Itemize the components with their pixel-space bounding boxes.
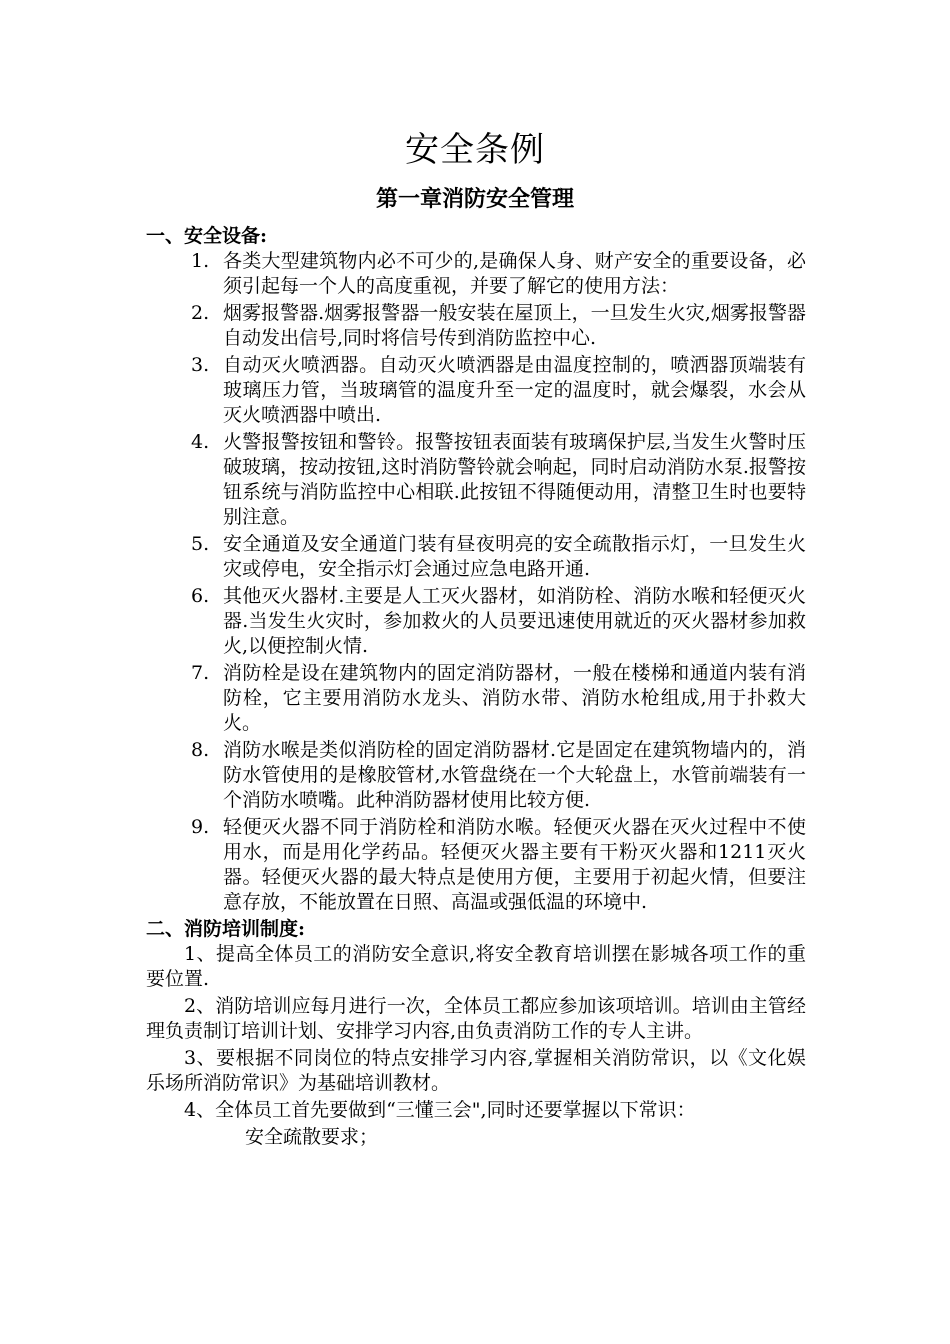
list-item-number: 3. [191, 354, 210, 376]
list-item [146, 301, 806, 351]
list-item [146, 532, 806, 582]
list-item-text: 火警报警按钮和警铃。报警按钮表面装有玻璃保护层,当发生火警时压破玻璃，按动按钮,这时消防警铃就会响起，同时启动消防水泵.报警按钮系统与消防监控中心相联.此按钮不得随便动用，清整卫生时也要特别注意。 [223, 431, 806, 528]
list-item-number: 4. [191, 431, 210, 453]
list-item [146, 430, 806, 530]
list-item [146, 815, 806, 915]
section-heading-equipment: 一、安全设备: [146, 225, 268, 247]
list-item-text: 自动灭火喷洒器。自动灭火喷洒器是由温度控制的，喷洒器顶端装有玻璃压力管，当玻璃管的温度升至一定的温度时，就会爆裂，水会从灭火喷洒器中喷出. [223, 354, 806, 426]
list-item-text: 其他灭火器材.主要是人工灭火器材，如消防栓、消防水喉和轻便灭火器.当发生火灾时，参加救火的人员要迅速使用就近的灭火器材参加救火,以便控制火情. [223, 585, 806, 657]
list-item [146, 661, 806, 736]
list-item-number: 2. [191, 302, 210, 324]
list-item [146, 738, 806, 813]
list-item [146, 353, 806, 428]
training-paragraph: 2、消防培训应每月进行一次，全体员工都应参加该项培训。培训由主管经理负责制订培训计划、安排学习内容,由负责消防工作的专人主讲。 [146, 995, 806, 1042]
list-item-number: 1. [191, 250, 210, 272]
list-item [146, 249, 806, 299]
training-paragraph: 4、全体员工首先要做到“三懂三会",同时还要掌握以下常识： [184, 1099, 696, 1121]
list-item-number: 5. [191, 533, 210, 555]
training-paragraph: 3、要根据不同岗位的特点安排学习内容,掌握相关消防常识，以《文化娱乐场所消防常识》为基础培训教材。 [146, 1047, 806, 1094]
list-item-text: 安全通道及安全通道门装有昼夜明亮的安全疏散指示灯，一旦发生火灾或停电，安全指示灯会通过应急电路开通. [223, 533, 806, 580]
list-item-text: 轻便灭火器不同于消防栓和消防水喉。轻便灭火器在灭火过程中不使用水，而是用化学药品。轻便灭火器主要有干粉灭火器和1211灭火器。轻便灭火器的最大特点是使用方便，主要用于初起火情，但要注意存放，不能放置在日照、高温或强低温的环境中. [223, 816, 806, 913]
list-item-text: 烟雾报警器.烟雾报警器一般安装在屋顶上，一旦发生火灾,烟雾报警器自动发出信号,同时将信号传到消防监控中心. [223, 302, 806, 349]
list-item-number: 7. [191, 662, 210, 684]
list-item [146, 584, 806, 659]
document-body [146, 222, 806, 1150]
training-sub-item: 安全疏散要求； [245, 1126, 379, 1148]
training-paragraph: 1、提高全体员工的消防安全意识,将安全教育培训摆在影城各项工作的重要位置. [146, 943, 806, 990]
list-item-text: 各类大型建筑物内必不可少的,是确保人身、财产安全的重要设备，必须引起每一个人的高度重视，并要了解它的使用方法： [223, 250, 806, 297]
list-item-number: 8. [191, 739, 210, 761]
list-item-text: 消防栓是设在建筑物内的固定消防器材，一般在楼梯和通道内装有消防栓，它主要用消防水龙头、消防水带、消防水枪组成,用于扑救大火。 [223, 662, 806, 734]
section-heading-training: 二、消防培训制度: [146, 918, 306, 940]
document-title: 安全条例 [405, 130, 545, 170]
equipment-list [146, 249, 806, 915]
list-item-number: 6. [191, 585, 210, 607]
chapter-title: 第一章消防安全管理 [375, 186, 574, 212]
list-item-text: 消防水喉是类似消防栓的固定消防器材.它是固定在建筑物墙内的，消防水管使用的是橡胶管材,水管盘绕在一个大轮盘上，水管前端装有一个消防水喷嘴。此种消防器材使用比较方便. [223, 739, 806, 811]
list-item-number: 9. [191, 816, 210, 838]
